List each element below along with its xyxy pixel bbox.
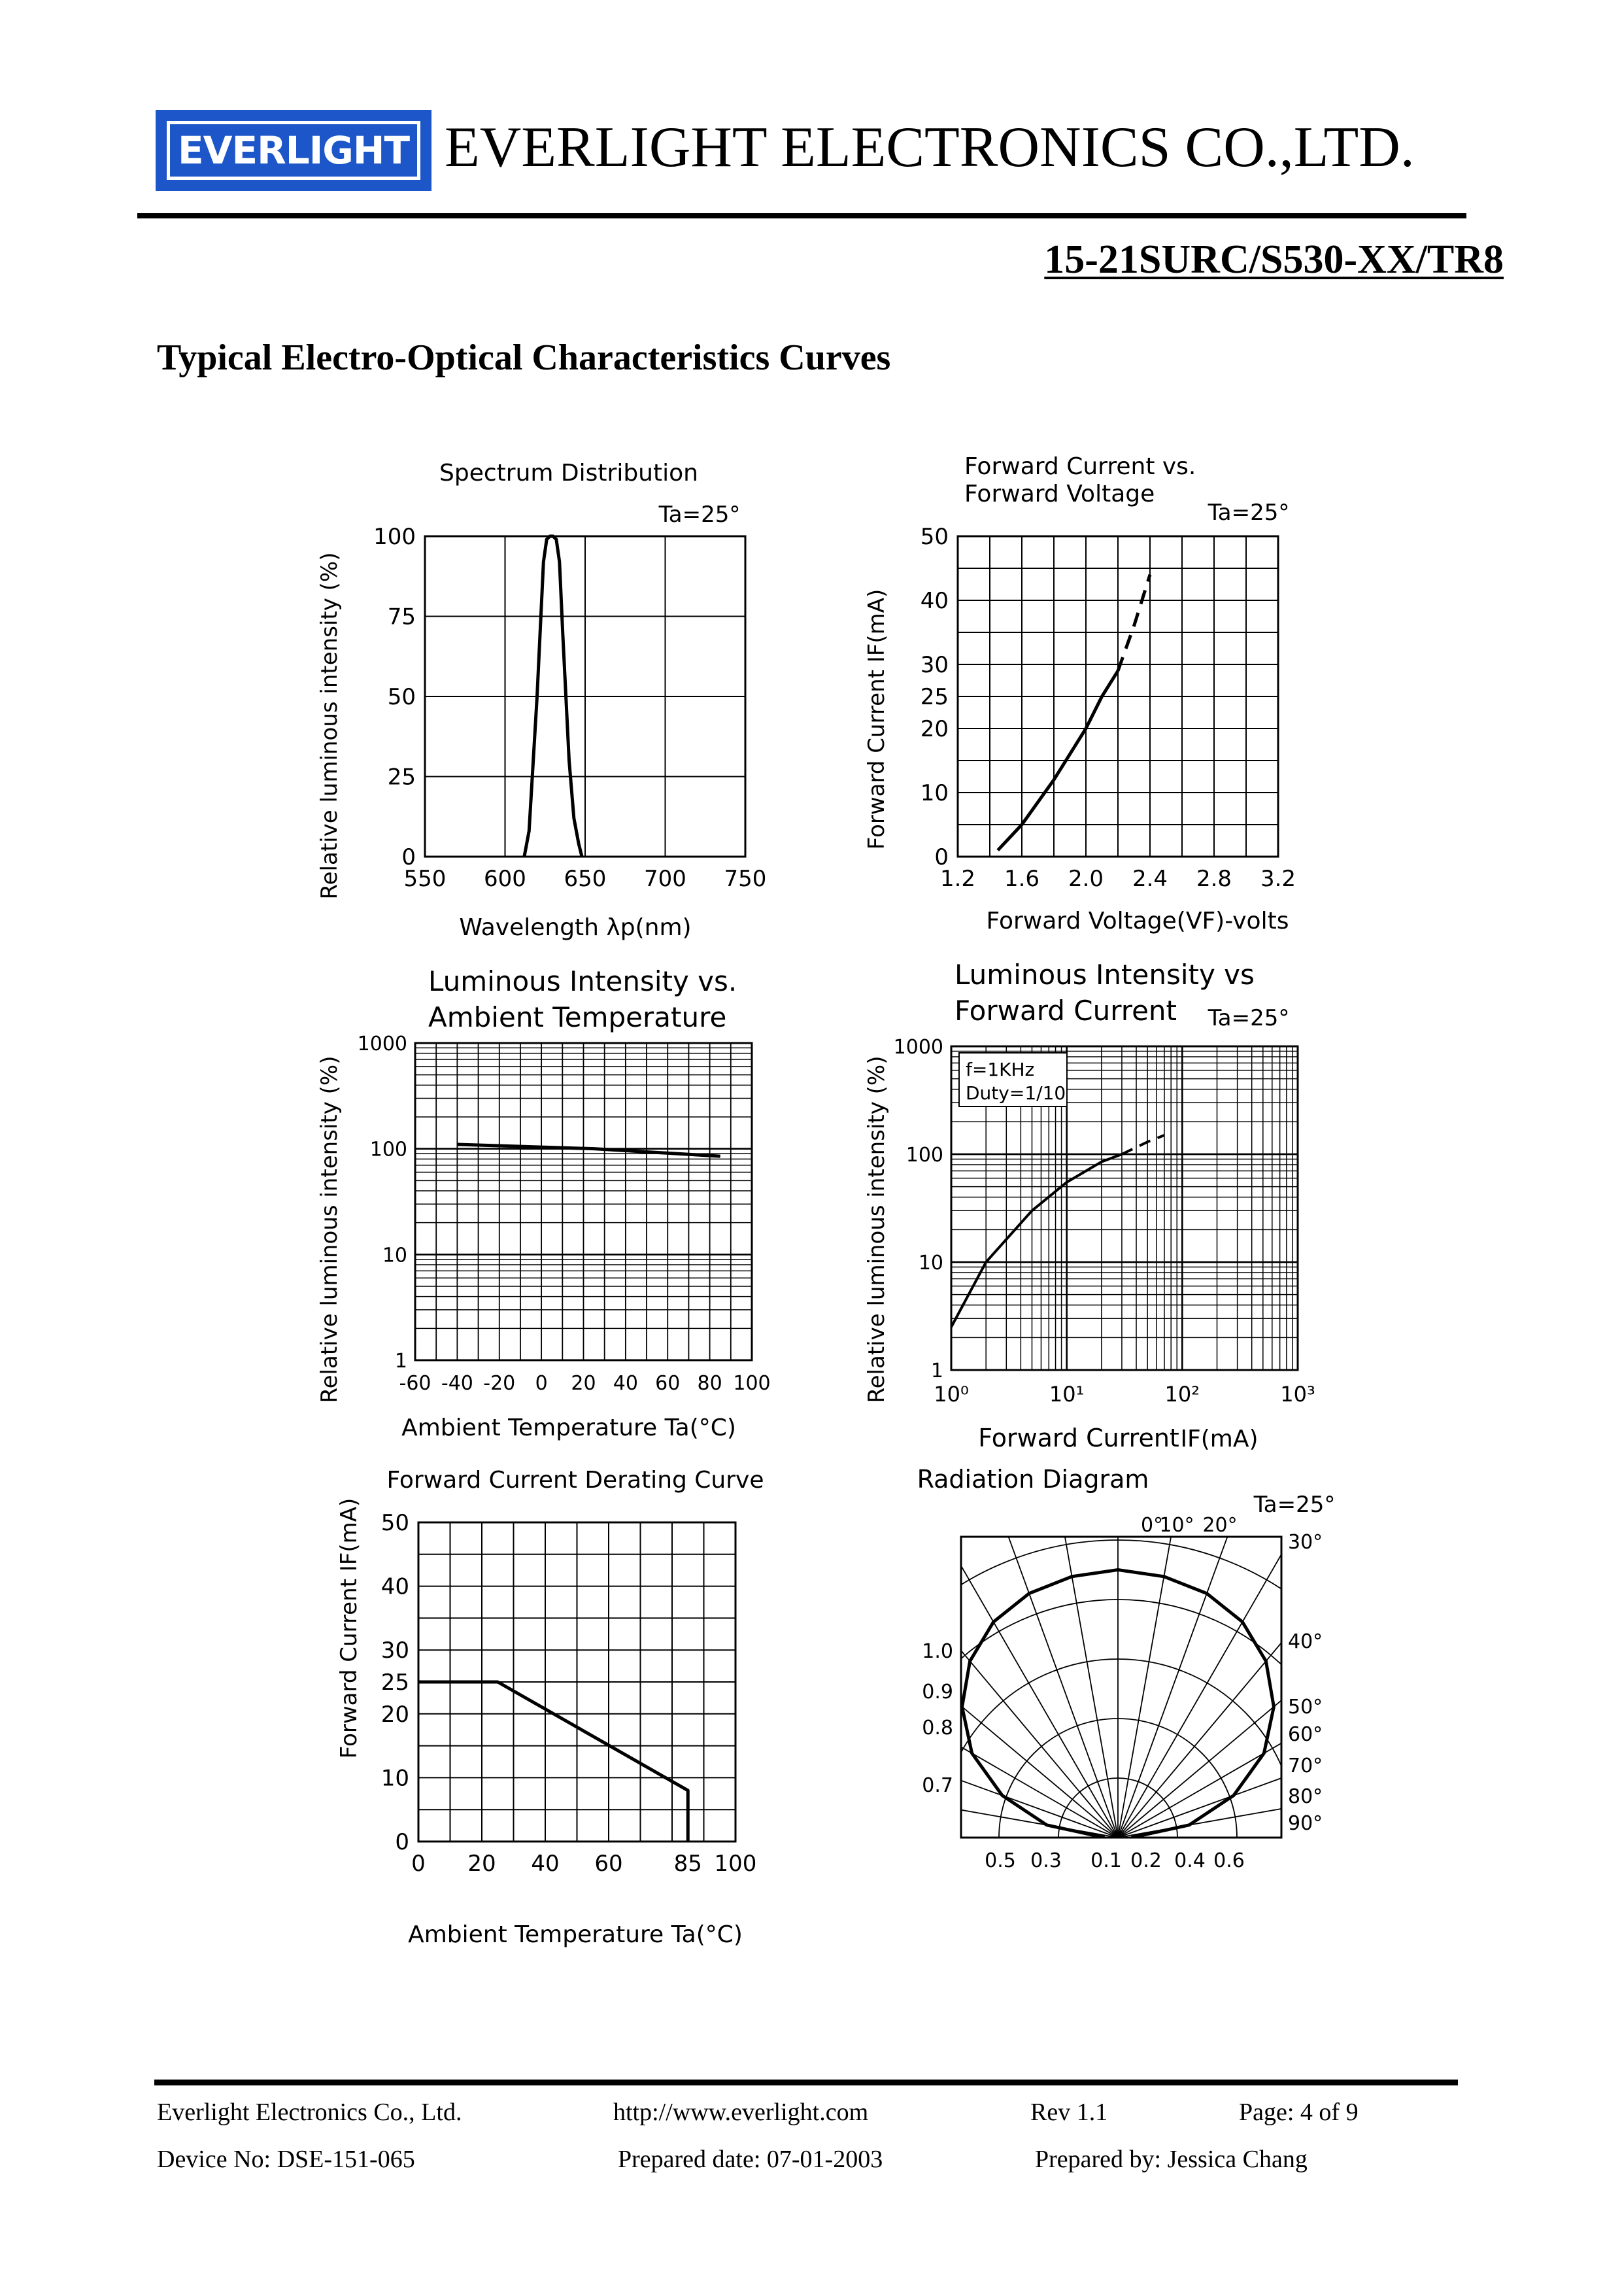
angle-label: 90° xyxy=(1288,1812,1323,1835)
y-tick-label: 30 xyxy=(380,1637,409,1664)
bottom-scale-label: 0.2 xyxy=(1130,1849,1162,1872)
y-axis-label: Relative luminous intensity (%) xyxy=(316,1055,343,1403)
radiation-diagram xyxy=(850,1458,1360,1903)
angle-spoke xyxy=(850,1487,1118,1838)
y-tick-label: 50 xyxy=(920,524,949,550)
radial-label: 0.7 xyxy=(922,1774,953,1797)
y-tick-label: 1 xyxy=(930,1360,943,1382)
y-tick-label: 10 xyxy=(920,780,949,806)
x-tick-label: 10⁰ xyxy=(934,1382,969,1407)
chart-title: Radiation Diagram xyxy=(917,1465,1149,1494)
x-tick-label: 750 xyxy=(724,866,767,892)
y-tick-label: 25 xyxy=(387,764,416,791)
y-tick-label: 1000 xyxy=(357,1033,407,1055)
chart-title: Forward Current vs. xyxy=(964,453,1196,480)
company-name: EVERLIGHT ELECTRONICS CO.,LTD. xyxy=(445,116,1415,179)
x-tick-label: 2.8 xyxy=(1196,866,1232,892)
y-tick-label: 25 xyxy=(920,684,949,710)
x-tick-label: -60 xyxy=(399,1372,431,1395)
part-number: 15-21SURC/S530-XX/TR8 xyxy=(1044,237,1504,282)
legend-text: f=1KHz xyxy=(966,1059,1035,1080)
x-tick-label: 100 xyxy=(733,1372,771,1395)
x-axis-label: Wavelength λp(nm) xyxy=(459,914,692,941)
bottom-scale-label: 0.3 xyxy=(1030,1849,1062,1872)
x-tick-label: 40 xyxy=(531,1851,560,1877)
chart-title-line2: Ambient Temperature xyxy=(428,1001,727,1033)
x-tick-label: 3.2 xyxy=(1260,866,1296,892)
chart-title: Spectrum Distribution xyxy=(439,460,698,487)
y-tick-label: 20 xyxy=(380,1701,409,1728)
plot-area xyxy=(373,524,766,892)
angle-label: 20° xyxy=(1202,1514,1238,1537)
x-tick-label: 20 xyxy=(571,1372,596,1395)
chart-annotation: Ta=25° xyxy=(1208,1005,1290,1031)
radial-label: 1.0 xyxy=(922,1640,953,1663)
radial-label: 0.9 xyxy=(922,1681,953,1704)
angle-spoke xyxy=(1118,1758,1360,1838)
angle-spoke xyxy=(1118,1681,1360,1838)
footer-url[interactable]: http://www.everlight.com xyxy=(613,2099,869,2126)
x-tick-label: 650 xyxy=(564,866,607,892)
x-tick-label: 0 xyxy=(535,1372,548,1395)
bottom-scale-label: 0.1 xyxy=(1090,1849,1122,1872)
data-series-line xyxy=(418,1682,688,1842)
angle-spoke xyxy=(962,1458,1118,1838)
data-series-line xyxy=(457,1144,720,1156)
x-tick-label: 60 xyxy=(594,1851,623,1877)
chart-title-line2: Forward Current xyxy=(955,995,1177,1027)
plot-area xyxy=(850,1458,1360,1903)
derating-chart xyxy=(307,1458,804,1955)
y-axis-label: Relative luminous intensity (%) xyxy=(864,1055,890,1403)
footer-rule xyxy=(154,2080,1458,2085)
y-tick-label: 75 xyxy=(387,604,416,630)
plot-area xyxy=(381,1510,757,1877)
chart-title: Forward Current Derating Curve xyxy=(386,1467,764,1494)
data-series-extrapolated-line xyxy=(1118,575,1150,671)
footer-prepared-date: Prepared date: 07-01-2003 xyxy=(618,2146,883,2173)
footer-device-number: Device No: DSE-151-065 xyxy=(157,2146,415,2173)
x-tick-label: 20 xyxy=(467,1851,496,1877)
angle-label: 30° xyxy=(1288,1531,1323,1554)
y-tick-label: 50 xyxy=(380,1510,409,1536)
legend-box xyxy=(959,1053,1067,1106)
x-tick-label: 60 xyxy=(655,1372,681,1395)
y-tick-label: 100 xyxy=(369,1138,407,1161)
x-axis-label: Forward Current xyxy=(978,1424,1179,1452)
chart-title: Luminous Intensity vs xyxy=(955,959,1255,991)
data-series-line xyxy=(951,1154,1122,1327)
x-tick-label: 2.4 xyxy=(1132,866,1168,892)
x-tick-label: 2.0 xyxy=(1068,866,1104,892)
footer-page-number: Page: 4 of 9 xyxy=(1239,2099,1359,2126)
angle-label: 10° xyxy=(1159,1514,1194,1537)
y-tick-label: 10 xyxy=(380,1765,409,1792)
company-logo xyxy=(156,110,431,191)
y-tick-label: 0 xyxy=(934,844,949,870)
y-axis-label: Forward Current IF(mA) xyxy=(864,589,890,850)
angle-label: 70° xyxy=(1288,1755,1323,1777)
footer-revision: Rev 1.1 xyxy=(1030,2099,1108,2126)
x-tick-label: 1.2 xyxy=(939,866,976,892)
spectrum-chart xyxy=(307,451,778,948)
y-tick-label: 10 xyxy=(382,1244,407,1267)
bottom-scale-label: 0.5 xyxy=(985,1849,1016,1872)
x-tick-label: 0 xyxy=(411,1851,426,1877)
y-tick-label: 100 xyxy=(905,1144,943,1167)
x-tick-label: 100 xyxy=(714,1851,757,1877)
chart-title: Luminous Intensity vs. xyxy=(428,965,737,997)
bottom-scale-label: 0.4 xyxy=(1174,1849,1206,1872)
x-tick-label: 10² xyxy=(1164,1382,1200,1407)
x-tick-label: -40 xyxy=(441,1372,473,1395)
y-tick-label: 40 xyxy=(920,588,949,614)
x-axis-label: Forward Voltage(VF)-volts xyxy=(986,908,1289,934)
angle-label: 40° xyxy=(1288,1630,1323,1653)
footer-prepared-by: Prepared by: Jessica Chang xyxy=(1035,2146,1308,2173)
plot-area xyxy=(358,1033,771,1395)
angle-label: 50° xyxy=(1288,1696,1323,1719)
y-tick-label: 100 xyxy=(373,524,416,550)
bottom-scale-label: 0.6 xyxy=(1213,1849,1245,1872)
y-axis-label: Relative luminous intensity (%) xyxy=(316,552,343,900)
x-tick-label: 600 xyxy=(484,866,526,892)
y-axis-label: Forward Current IF(mA) xyxy=(336,1498,362,1759)
section-title: Typical Electro-Optical Characteristics Curves xyxy=(157,337,891,378)
x-tick-label: 10¹ xyxy=(1049,1382,1085,1407)
x-tick-label: 550 xyxy=(403,866,447,892)
plot-area xyxy=(921,524,1296,892)
y-tick-label: 1000 xyxy=(893,1036,943,1059)
x-tick-label: 80 xyxy=(697,1372,722,1395)
x-axis-label: Ambient Temperature Ta(°C) xyxy=(408,1921,743,1948)
x-tick-label: -20 xyxy=(483,1372,516,1395)
footer-company: Everlight Electronics Co., Ltd. xyxy=(157,2099,462,2126)
x-tick-label: 700 xyxy=(644,866,686,892)
logo-text: EVERLIGHT xyxy=(177,128,410,173)
chart-annotation: Ta=25° xyxy=(658,502,741,528)
y-tick-label: 30 xyxy=(920,652,949,678)
angle-label: 80° xyxy=(1288,1785,1323,1808)
x-axis-label: Ambient Temperature Ta(°C) xyxy=(401,1414,736,1441)
x-tick-label: 1.6 xyxy=(1004,866,1040,892)
forward-current-voltage-chart xyxy=(856,445,1327,948)
y-tick-label: 0 xyxy=(401,844,416,870)
y-tick-label: 40 xyxy=(380,1573,409,1600)
y-tick-label: 1 xyxy=(394,1350,407,1373)
header-rule xyxy=(137,213,1466,218)
y-tick-label: 50 xyxy=(387,684,416,710)
x-tick-label: 10³ xyxy=(1280,1382,1315,1407)
y-tick-label: 10 xyxy=(918,1252,943,1275)
y-tick-label: 20 xyxy=(920,716,949,742)
plot-frame xyxy=(961,1537,1281,1838)
angle-label: 60° xyxy=(1288,1723,1323,1746)
legend-text: Duty=1/10 xyxy=(966,1082,1066,1104)
x-axis-symbol: IF(mA) xyxy=(1180,1426,1259,1452)
angle-label: 0° xyxy=(1140,1514,1164,1537)
y-tick-label: 25 xyxy=(380,1670,409,1696)
chart-title-line2: Forward Voltage xyxy=(964,481,1155,507)
chart-annotation: Ta=25° xyxy=(1253,1492,1336,1518)
plot-area xyxy=(894,1036,1315,1407)
radial-label: 0.8 xyxy=(922,1717,953,1739)
y-tick-label: 0 xyxy=(395,1829,409,1855)
luminous-intensity-current-chart xyxy=(856,948,1327,1458)
x-tick-label: 40 xyxy=(613,1372,638,1395)
x-tick-label: 85 xyxy=(673,1851,702,1877)
luminous-intensity-temperature-chart xyxy=(307,955,778,1452)
data-series-extrapolated-line xyxy=(1122,1135,1164,1154)
chart-annotation: Ta=25° xyxy=(1208,500,1290,526)
angle-spoke xyxy=(1118,1609,1360,1838)
